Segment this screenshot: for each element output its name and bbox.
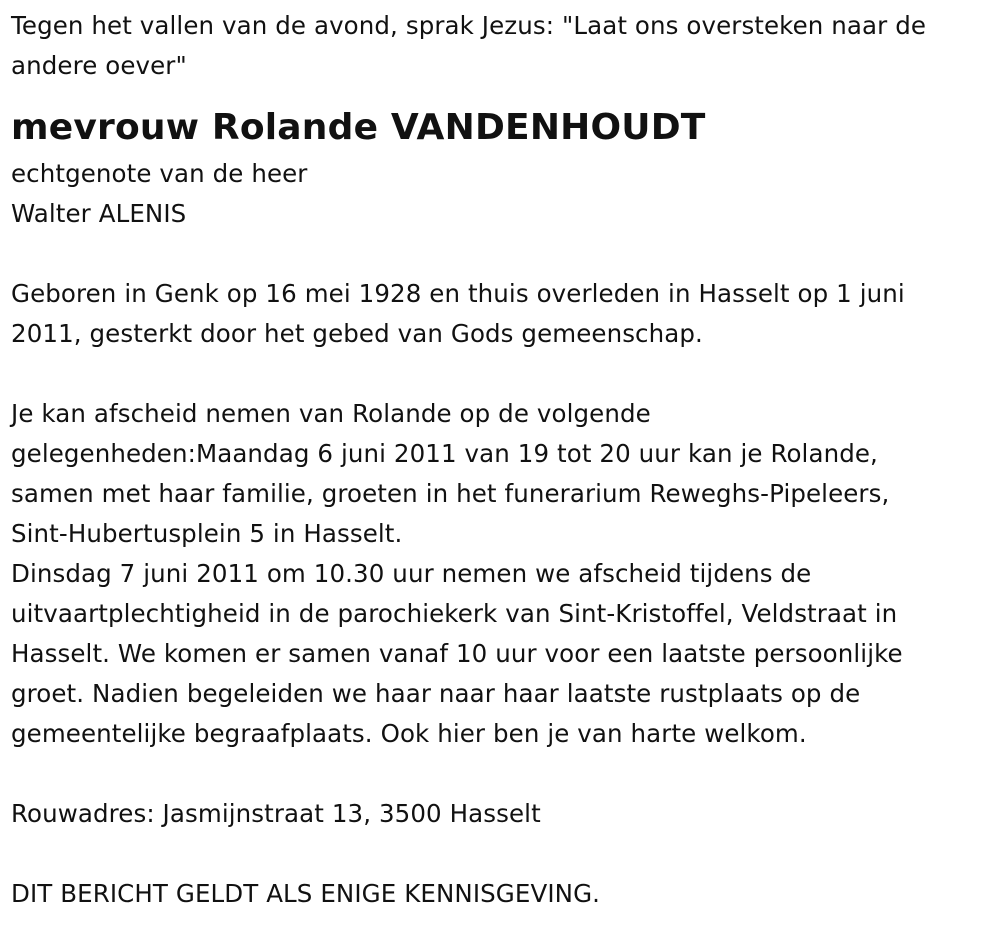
mourning-address: Rouwadres: Jasmijnstraat 13, 3500 Hasselt <box>11 799 541 828</box>
farewell-line: uitvaartplechtigheid in de parochiekerk van Sint-Kristoffel, Veldstraat in <box>11 599 898 628</box>
bible-quote <box>11 6 990 86</box>
spouse-name: Walter ALENIS <box>11 199 187 228</box>
birth-death-paragraph <box>11 274 990 354</box>
paragraph-gap <box>11 754 990 794</box>
deceased-name: mevrouw Rolande VANDENHOUDT <box>11 107 706 148</box>
farewell-line: gemeentelijke begraafplaats. Ook hier ben je van harte welkom. <box>11 719 807 748</box>
farewell-line: Sint-Hubertusplein 5 in Hasselt. <box>11 519 403 548</box>
farewell-line: groet. Nadien begeleiden we haar naar haar laatste rustplaats op de <box>11 679 861 708</box>
paragraph-gap <box>11 834 990 874</box>
farewell-line: Hasselt. We komen er samen vanaf 10 uur voor een laatste persoonlijke <box>11 639 903 668</box>
birth-death-line: 2011, gesterkt door het gebed van Gods gemeenschap. <box>11 319 703 348</box>
sole-notice: DIT BERICHT GELDT ALS ENIGE KENNISGEVING. <box>11 879 601 908</box>
paragraph-gap <box>11 234 990 274</box>
farewell-line: Je kan afscheid nemen van Rolande op de volgende <box>11 399 651 428</box>
farewell-paragraph <box>11 394 990 754</box>
farewell-line: samen met haar familie, groeten in het funerarium Reweghs-Pipeleers, <box>11 479 890 508</box>
farewell-line: Dinsdag 7 juni 2011 om 10.30 uur nemen we afscheid tijdens de <box>11 559 812 588</box>
birth-death-line: Geboren in Genk op 16 mei 1928 en thuis overleden in Hasselt op 1 juni <box>11 279 905 308</box>
farewell-line: gelegenheden:Maandag 6 juni 2011 van 19 tot 20 uur kan je Rolande, <box>11 439 878 468</box>
paragraph-gap <box>11 354 990 394</box>
quote-line: Tegen het vallen van de avond, sprak Jezus: "Laat ons oversteken naar de <box>11 11 927 40</box>
quote-line: andere oever" <box>11 51 187 80</box>
relation-line: echtgenote van de heer <box>11 159 308 188</box>
